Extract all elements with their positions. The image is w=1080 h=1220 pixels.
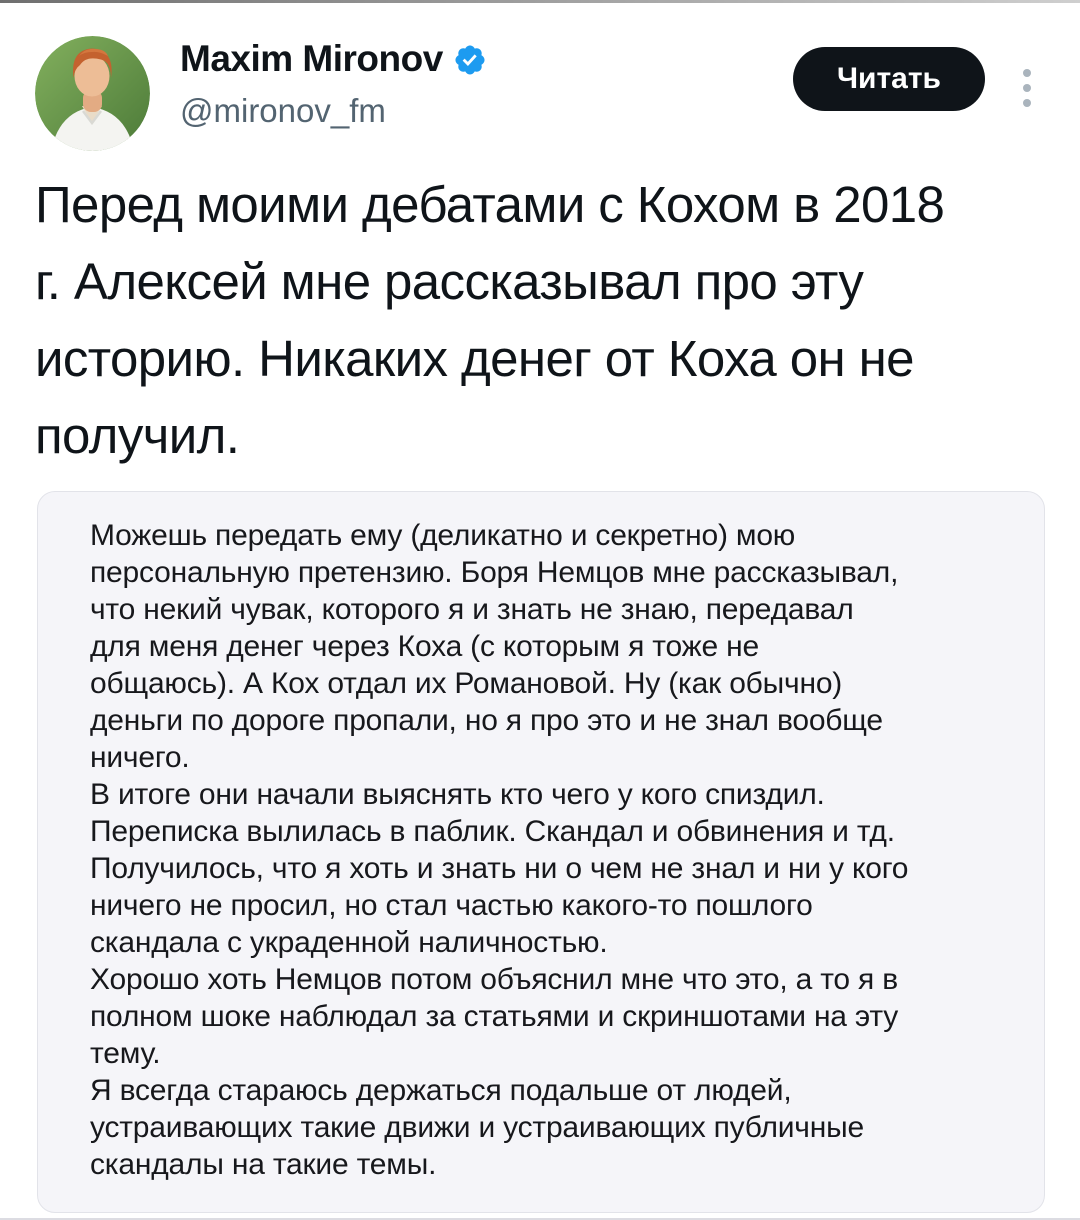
more-dot xyxy=(1023,84,1031,92)
quoted-text-line: ничего не просил, но стал частью какого-то пошлого xyxy=(90,889,813,922)
quoted-text-line: деньги по дороге пропали, но я про это и не знал вообще xyxy=(90,704,883,737)
quoted-text-line: Можешь передать ему (деликатно и секретно) мою xyxy=(90,519,796,552)
quoted-screenshot-image[interactable] xyxy=(37,491,1045,1213)
profile-avatar[interactable] xyxy=(35,36,150,151)
quoted-text-line: Переписка вылилась в паблик. Скандал и обвинения и тд. xyxy=(90,815,895,848)
follow-button[interactable]: Читать xyxy=(793,47,985,111)
author-display-name[interactable]: Maxim Mironov xyxy=(180,38,443,79)
quoted-text-line: Получилось, что я хоть и знать ни о чем не знал и ни у кого xyxy=(90,852,909,885)
tweet-text-line: г. Алексей мне рассказывал про эту xyxy=(35,253,864,310)
quoted-text-line: общаюсь). А Кох отдал их Романовой. Ну (как обычно) xyxy=(90,667,843,700)
author-identity xyxy=(180,36,487,130)
quoted-text-line: тему. xyxy=(90,1037,161,1070)
tweet-text-line: историю. Никаких денег от Коха он не xyxy=(35,330,914,387)
quoted-text-line: Хорошо хоть Немцов потом объяснил мне что это, а то я в xyxy=(90,963,898,996)
quoted-text-line: скандала с украденной наличностью. xyxy=(90,926,608,959)
quoted-text-line: устраивающих такие движи и устраивающих публичные xyxy=(90,1111,864,1144)
avatar-photo xyxy=(35,36,150,151)
author-handle: @mironov_fm xyxy=(180,92,386,129)
author-name-row xyxy=(180,38,487,80)
quoted-text-line: В итоге они начали выяснять кто чего у кого спиздил. xyxy=(90,778,825,811)
quoted-text-line: скандалы на такие темы. xyxy=(90,1148,437,1181)
quoted-text-line: для меня денег через Коха (с которым я тоже не xyxy=(90,630,759,663)
more-dot xyxy=(1023,99,1031,107)
quoted-text-line: полном шоке наблюдал за статьями и скриншотами на эту xyxy=(90,1000,899,1033)
tweet-text xyxy=(35,166,1050,474)
tweet-header xyxy=(0,3,1080,151)
tweet-text-line: Перед моими дебатами с Кохом в 2018 xyxy=(35,176,945,233)
verified-badge-icon xyxy=(453,43,487,77)
more-dot xyxy=(1023,69,1031,77)
tweet-text-line: получил. xyxy=(35,407,240,464)
quoted-text-line: что некий чувак, которого я и знать не знаю, передавал xyxy=(90,593,854,626)
quoted-text-line: Я всегда стараюсь держаться подальше от людей, xyxy=(90,1074,792,1107)
more-options-icon[interactable] xyxy=(1019,65,1035,111)
quoted-text-line: ничего. xyxy=(90,741,190,774)
quoted-text-line: персональную претензию. Боря Немцов мне рассказывал, xyxy=(90,556,899,589)
